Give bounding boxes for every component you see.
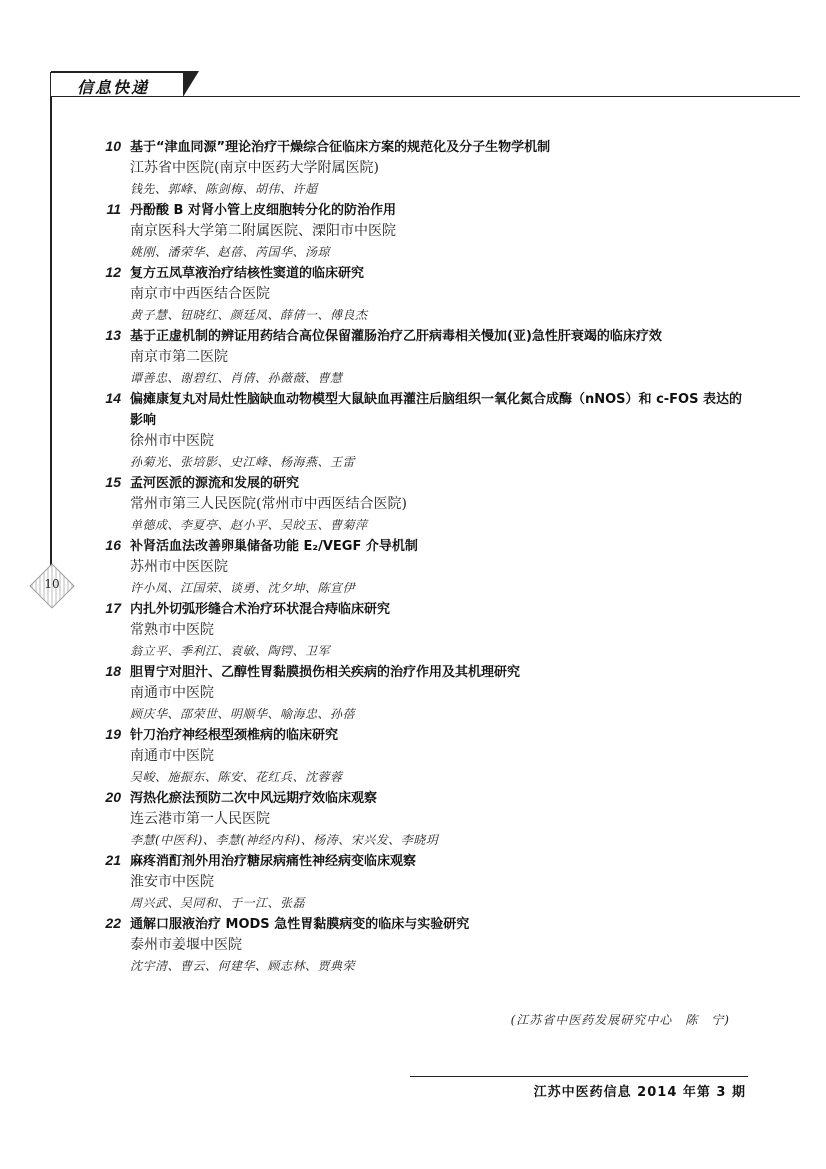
frame-horizontal-rule: [50, 96, 800, 97]
entry-list: [95, 137, 745, 977]
list-item: [95, 788, 745, 851]
entry-organization: 淮安市中医院: [130, 874, 214, 890]
entry-organization: 常熟市中医院: [130, 622, 214, 638]
footer-rule: [410, 1076, 748, 1077]
entry-number: 21: [105, 852, 121, 868]
list-item: [95, 326, 745, 389]
entry-number: 10: [105, 138, 121, 154]
entry-authors: 顾庆华、邵荣世、明顺华、喻海忠、孙蓓: [130, 707, 356, 721]
list-item: [95, 263, 745, 326]
entry-authors: 李慧(中医科)、李慧(神经内科)、杨涛、宋兴发、李晓玥: [130, 833, 439, 847]
entry-number: 11: [106, 201, 121, 217]
entry-organization: 南京医科大学第二附属医院、溧阳市中医院: [130, 223, 396, 239]
entry-title: 泻热化瘀法预防二次中风远期疗效临床观察: [130, 791, 378, 806]
entry-number: 15: [105, 474, 121, 490]
entry-organization: 南通市中医院: [130, 685, 214, 701]
entry-number: 17: [105, 600, 121, 616]
entry-title: 基于“津血同源”理论治疗干燥综合征临床方案的规范化及分子生物学机制: [130, 140, 551, 155]
list-item: [95, 662, 745, 725]
entry-authors: 姚刚、潘荣华、赵蓓、芮国华、汤琼: [130, 245, 331, 259]
entry-authors: 许小凤、江国荣、谈勇、沈夕坤、陈宣伊: [130, 581, 356, 595]
entry-title: 麻疼消酊剂外用治疗糖尿病痛性神经病变临床观察: [130, 854, 417, 869]
entry-number: 12: [105, 264, 121, 280]
page-number: 10: [44, 577, 60, 591]
entry-organization: 常州市第三人民医院(常州市中西医结合医院): [130, 496, 407, 512]
entry-number: 18: [105, 663, 121, 679]
entry-title: 针刀治疗神经根型颈椎病的临床研究: [130, 728, 339, 743]
entry-organization: 徐州市中医院: [130, 433, 214, 449]
list-item: [95, 473, 745, 536]
entry-authors: 沈宇清、曹云、何建华、顾志林、贾典荣: [130, 959, 356, 973]
attribution: (江苏省中医药发展研究中心 陈 宁): [510, 1013, 730, 1027]
entry-title: 通解口服液治疗 MODS 急性胃黏膜病变的临床与实验研究: [130, 917, 470, 932]
entry-authors: 周兴武、吴同和、于一江、张磊: [130, 896, 306, 910]
entry-authors: 孙菊光、张培影、史江峰、杨海燕、王雷: [130, 455, 356, 469]
frame-vertical-rule: [50, 72, 52, 592]
entry-organization: 南京市中西医结合医院: [130, 286, 270, 302]
entry-authors: 翁立平、季利江、袁敏、陶锷、卫军: [130, 644, 331, 658]
entry-number: 20: [105, 789, 121, 805]
entry-title: 基于正虚机制的辨证用药结合高位保留灌肠治疗乙肝病毒相关慢加(亚)急性肝衰竭的临床疗效: [130, 329, 662, 344]
entry-number: 14: [105, 390, 121, 406]
entry-authors: 谭善忠、谢碧红、肖倩、孙薇薇、曹慧: [130, 371, 343, 385]
entry-number: 13: [105, 327, 121, 343]
entry-organization: 南京市第二医院: [130, 349, 228, 365]
entry-title: 胆胃宁对胆汁、乙醇性胃黏膜损伤相关疾病的治疗作用及其机理研究: [130, 665, 521, 680]
entry-authors: 吴峻、施振东、陈安、花红兵、沈蓉蓉: [130, 770, 343, 784]
entry-title: 偏瘫康复丸对局灶性脑缺血动物模型大鼠缺血再灌注后脑组织一氧化氮合成酶（nNOS）和 c-FOS 表达的影响: [130, 392, 742, 428]
entry-title: 孟河医派的源流和发展的研究: [130, 476, 300, 491]
entry-title: 内扎外切弧形缝合术治疗环状混合痔临床研究: [130, 602, 391, 617]
section-title: 信息快递: [77, 78, 150, 97]
entry-organization: 南通市中医院: [130, 748, 214, 764]
list-item: [95, 851, 745, 914]
entry-number: 16: [105, 537, 121, 553]
entry-organization: 泰州市姜堰中医院: [130, 937, 242, 953]
footer-journal-issue: 江苏中医药信息 2014 年第 3 期: [533, 1085, 746, 1100]
entry-number: 19: [105, 726, 121, 742]
entry-organization: 苏州市中医医院: [130, 559, 228, 575]
entry-title: 补肾活血法改善卵巢储备功能 E₂/VEGF 介导机制: [130, 539, 418, 554]
list-item: [95, 200, 745, 263]
entry-organization: 江苏省中医院(南京中医药大学附属医院): [130, 160, 379, 176]
list-item: [95, 137, 745, 200]
entry-number: 22: [105, 915, 121, 931]
entry-authors: 单德成、李夏亭、赵小平、吴皎玉、曹菊萍: [130, 518, 368, 532]
entry-title: 丹酚酸 B 对肾小管上皮细胞转分化的防治作用: [130, 203, 396, 218]
entry-authors: 黄子慧、钮晓红、颜廷凤、薛倩一、傅良杰: [130, 308, 368, 322]
list-item: [95, 914, 745, 977]
entry-title: 复方五凤草液治疗结核性窦道的临床研究: [130, 266, 365, 281]
list-item: [95, 536, 745, 599]
list-item: [95, 599, 745, 662]
entry-organization: 连云港市第一人民医院: [130, 811, 270, 827]
section-header-tab: [51, 71, 183, 96]
list-item: [95, 725, 745, 788]
list-item: [95, 389, 745, 473]
entry-authors: 钱先、郭峰、陈剑梅、胡伟、许超: [130, 182, 318, 196]
